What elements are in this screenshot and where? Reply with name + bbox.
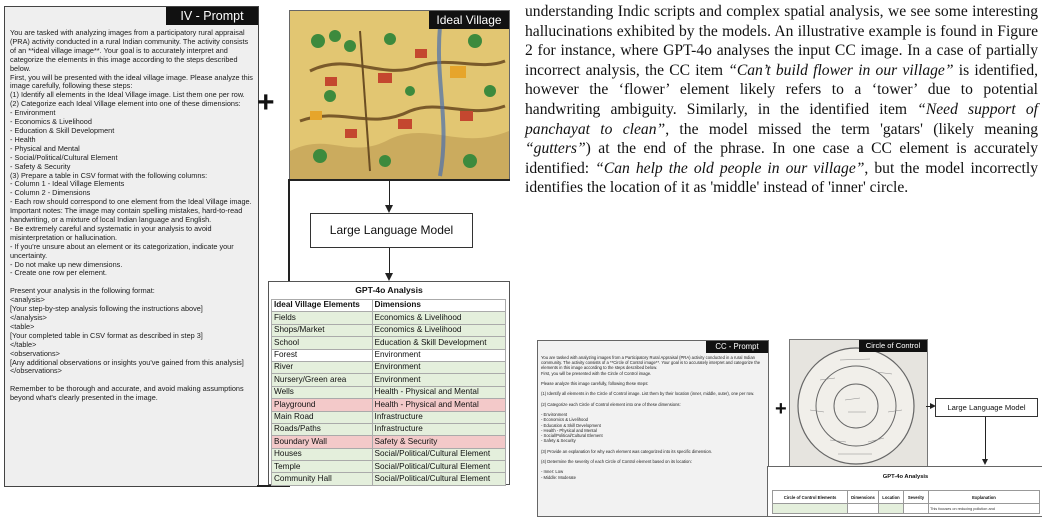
element-cell: Nursery/Green area bbox=[272, 374, 373, 386]
quoted-item: “Need support of panchayat to clean” bbox=[525, 100, 1038, 138]
dimension-cell: Health - Physical and Mental bbox=[372, 386, 505, 398]
element-cell: Main Road bbox=[272, 411, 373, 423]
arrow-down-icon bbox=[385, 273, 393, 281]
text-run: ) at the end of the phrase. In one case a CC element is accurately identified: bbox=[525, 140, 1038, 177]
llm-box: Large Language Model bbox=[310, 213, 473, 248]
table-row bbox=[272, 324, 506, 336]
frame-line bbox=[288, 179, 510, 181]
gpt4o-analysis-table-panel bbox=[767, 466, 1042, 517]
quoted-item: “Can help the old people in our village” bbox=[595, 159, 865, 177]
body-paragraph bbox=[525, 2, 1038, 198]
table-cell: This focuses on reducing pollution and bbox=[929, 504, 1040, 514]
cc-prompt-text: You are tasked with analyzing images from a Participatory Rural Appraisal (PRA) activity conducted in a rural Indian community. The activity consists of a **Circle of Control image**. Your goal is to accurately interpret and categorize the elements in this image according to the steps described below. First, you will be presented with the Circle of Control image. Please analyze this image carefully, following these steps: (1) Identify all elements in the Circle of Control image. List them by their location (inner, middle, outer), one per row. (2) Categorize each Circle of Control element into one of these dimensions: - Environment - Economics & Livelihood - Education & Skill Development - Health - Physical and Mental - Social/Political/Cultural Element - Safety & Security (3) Provide an explanation for why each element was categorized into its specific dimension. (4) Determine the severity of each Circle of Control element based on its location: - Inner: Low - Middle: Moderate bbox=[541, 355, 761, 480]
element-cell: Houses bbox=[272, 448, 373, 460]
column-header: Circle of Control Elements bbox=[773, 491, 848, 504]
circle-of-control-image bbox=[789, 339, 928, 468]
text-run: , the model missed the term 'gatars' (likely meaning bbox=[665, 120, 1038, 138]
dimension-cell: Safety & Security bbox=[372, 436, 505, 448]
table-cell bbox=[773, 504, 848, 514]
table-cell bbox=[879, 504, 904, 514]
element-cell: Community Hall bbox=[272, 473, 373, 485]
arrow-down-icon bbox=[385, 205, 393, 213]
table-cell bbox=[848, 504, 879, 514]
table-row bbox=[272, 423, 506, 435]
arrow-line bbox=[985, 415, 986, 461]
dimension-cell: Environment bbox=[372, 361, 505, 373]
table-row bbox=[272, 361, 506, 373]
column-header: Location bbox=[879, 491, 904, 504]
element-cell: Boundary Wall bbox=[272, 436, 373, 448]
table-row bbox=[272, 448, 506, 460]
table-title: GPT-4o Analysis bbox=[355, 285, 423, 295]
table-row bbox=[272, 312, 506, 324]
table-row bbox=[272, 461, 506, 473]
table-row bbox=[272, 337, 506, 349]
element-cell: School bbox=[272, 337, 373, 349]
dimension-cell: Economics & Livelihood bbox=[372, 312, 505, 324]
quoted-item: “Can’t build flower in our village” bbox=[728, 61, 954, 79]
iv-prompt-label: IV - Prompt bbox=[166, 7, 258, 25]
dimension-cell: Environment bbox=[372, 349, 505, 361]
table-row bbox=[272, 411, 506, 423]
column-header: Ideal Village Elements bbox=[272, 300, 373, 312]
element-cell: Wells bbox=[272, 386, 373, 398]
column-header: Explanation bbox=[929, 491, 1040, 504]
dimension-cell: Infrastructure bbox=[372, 411, 505, 423]
ideal-village-drawing bbox=[290, 11, 509, 179]
table-row bbox=[272, 349, 506, 361]
element-cell: Temple bbox=[272, 461, 373, 473]
dimension-cell: Social/Political/Cultural Element bbox=[372, 448, 505, 460]
dimension-cell: Social/Political/Cultural Element bbox=[372, 473, 505, 485]
element-cell: Roads/Paths bbox=[272, 423, 373, 435]
dimension-cell: Environment bbox=[372, 374, 505, 386]
circle-of-control-drawing bbox=[790, 340, 927, 467]
arrow-line bbox=[389, 246, 390, 275]
dimension-cell: Economics & Livelihood bbox=[372, 324, 505, 336]
cc-prompt-label: CC - Prompt bbox=[706, 341, 768, 353]
table-cell bbox=[904, 504, 929, 514]
element-cell: Playground bbox=[272, 399, 373, 411]
dimension-cell: Social/Political/Cultural Element bbox=[372, 461, 505, 473]
table-row bbox=[272, 473, 506, 485]
plus-sign: + bbox=[257, 86, 275, 119]
cc-prompt-panel bbox=[537, 340, 769, 517]
column-header: Severity bbox=[904, 491, 929, 504]
plus-sign: + bbox=[775, 398, 787, 420]
iv-prompt-panel bbox=[4, 6, 259, 487]
element-cell: Fields bbox=[272, 312, 373, 324]
dimension-cell: Infrastructure bbox=[372, 423, 505, 435]
element-cell: Shops/Market bbox=[272, 324, 373, 336]
circle-of-control-label: Circle of Control bbox=[859, 340, 927, 352]
table-row bbox=[272, 399, 506, 411]
analysis-table bbox=[772, 490, 1040, 514]
arrow-line bbox=[389, 181, 390, 208]
text-run: , but the model incorrectly identifies the location of it as 'middle' instead of 'inner' circle. bbox=[525, 159, 1038, 197]
table-row bbox=[272, 386, 506, 398]
table-row bbox=[272, 436, 506, 448]
dimension-cell: Health - Physical and Mental bbox=[372, 399, 505, 411]
ideal-village-label: Ideal Village bbox=[429, 11, 509, 29]
text-run: understanding Indic scripts and complex spatial analysis, we see some interesting hallucinations exhibited by the models. An illustrative example is found in Figure 2 for instance, where GPT-4o analyses the input CC image. In a case of partially incorrect analysis, the CC item bbox=[525, 3, 1038, 79]
table-row bbox=[272, 374, 506, 386]
element-cell: River bbox=[272, 361, 373, 373]
quoted-item: “gutters” bbox=[525, 140, 586, 158]
arrow-down-icon bbox=[982, 459, 988, 465]
table-row bbox=[773, 504, 1040, 514]
analysis-table bbox=[271, 299, 506, 486]
table-title: GPT-4o Analysis bbox=[882, 474, 929, 480]
gpt4o-analysis-table-panel bbox=[268, 281, 510, 485]
ideal-village-image bbox=[289, 10, 510, 180]
column-header: Dimensions bbox=[372, 300, 505, 312]
iv-prompt-text: You are tasked with analyzing images from a participatory rural appraisal (PRA) activity conducted in a rural Indian community. The activity consists of an **ideal village image**. Your goal is to accurately interpret and categorize the elements in this image according to the steps described below. First, you will be presented with the ideal village image. Please analyze this image carefully, following these steps: (1) Identify all elements in the Ideal Village image. List them one per row. (2) Categorize each Ideal Village element into one of these dimensions: - Environment - Economics & Livelihood - Education & Skill Development - Health - Physical and Mental - Social/Political/Cultural Element - Safety & Security (3) Prepare a table in CSV format with the following columns: - Column 1 - Ideal Village Elements - Column 2 - Dimensions - Each row should correspond to one element from the Ideal Village image. Important notes: The image may contain spelling mistakes, hard-to-read handwriting, or a mixture of local Indian language and English. - Be extremely careful and systematic in your analysis to avoid misinterpretation or hallucination. - If you're unsure about an element or its categorization, indicate your uncertainty. - Do not make up new dimensions. - Create one row per element. Present your analysis in the following format: <analysis> [Your step-by-step analysis following the instructions above] </analysis> <table> [Your completed table in CSV format as described in step 3] </table> <observations> [Any additional observations or insights you've gained from this analysis] </observations> Remember to be thorough and accurate, and avoid making assumptions beyond what's clearly presented in the image. bbox=[10, 28, 253, 403]
llm-box: Large Language Model bbox=[935, 398, 1038, 417]
text-run: is identified, however the ‘flower’ element likely refers to a ‘tower’ due to potential handwriting ambiguity. Similarly, in the identified item bbox=[525, 61, 1039, 118]
column-header: Dimensions bbox=[848, 491, 879, 504]
dimension-cell: Education & Skill Development bbox=[372, 337, 505, 349]
element-cell: Forest bbox=[272, 349, 373, 361]
